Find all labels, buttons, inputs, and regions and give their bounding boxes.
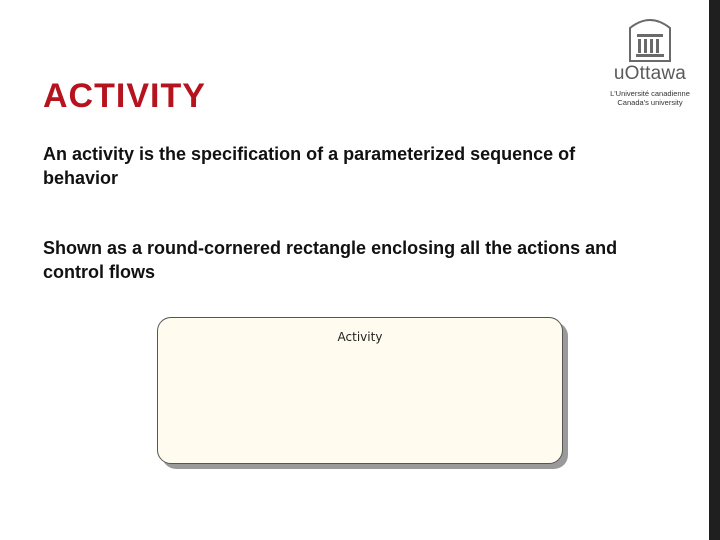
logo-wordmark: uOttawa xyxy=(613,63,687,84)
logo-tagline-french: L'Université canadienne xyxy=(610,89,690,98)
uottawa-logo xyxy=(600,14,700,114)
paragraph-definition: An activity is the specification of a parameterized sequence of behavior xyxy=(43,144,576,188)
right-edge-bar xyxy=(709,0,720,540)
paragraph-notation: Shown as a round-cornered rectangle enclosing all the actions and control flows xyxy=(43,238,618,282)
slide-title: ACTIVITY xyxy=(43,77,206,115)
logo-tagline-english: Canada's university xyxy=(617,98,683,107)
activity-rounded-rectangle xyxy=(157,317,563,464)
building-columns-icon xyxy=(628,14,672,62)
activity-label: Activity xyxy=(337,330,383,344)
